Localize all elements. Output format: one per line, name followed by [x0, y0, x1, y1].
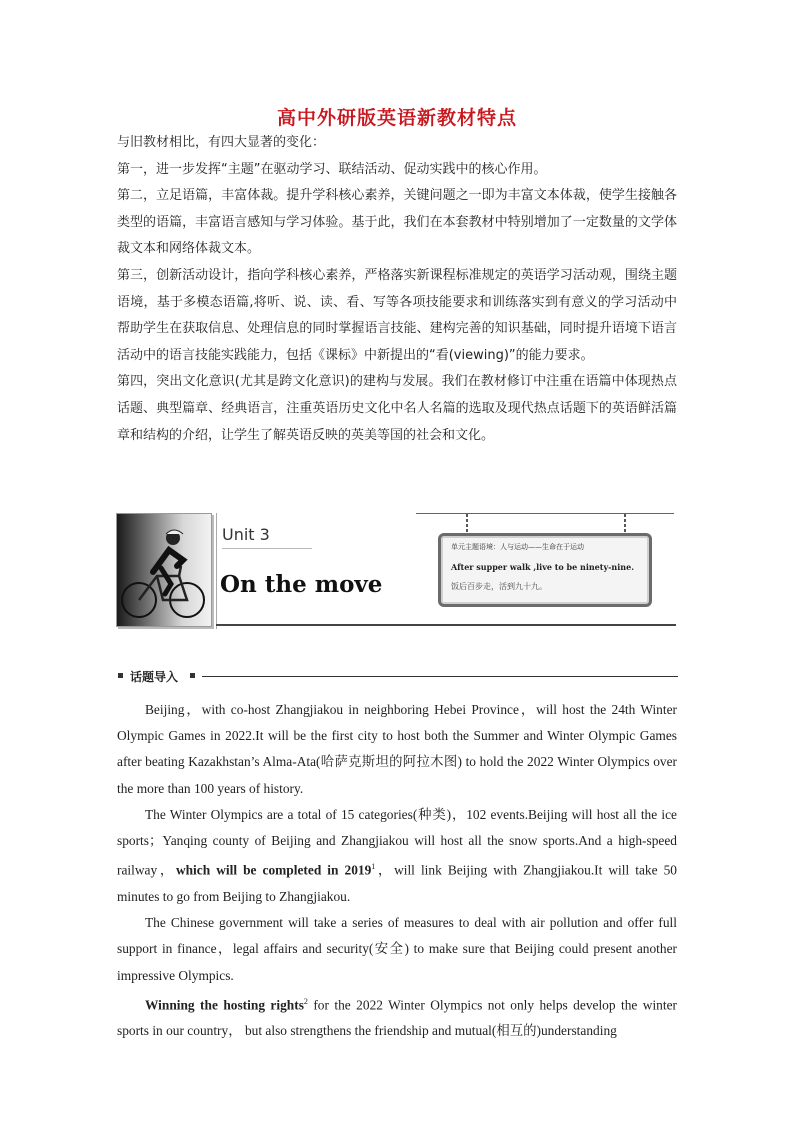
- passage-text: The Winter Olympics are a total of 15 categories(种类)，102 events.Beijing will host all the ice sports；Yanqing county of Beijing and Zhangjiakou will host all the snow sports.And a high-speed railway，: [117, 806, 677, 878]
- divider: [216, 513, 217, 629]
- passage-text: for the 2022 Winter Olympics not only helps develop the winter sports in our country， but also strengthens the friendship and mutual(相互的)understanding: [117, 997, 677, 1039]
- section-label: 话题导入: [130, 670, 179, 684]
- motto-sign: [438, 533, 652, 607]
- intro-text: [117, 130, 677, 449]
- cn-paragraph: 与旧教材相比，有四大显著的变化：: [117, 135, 326, 150]
- passage-paragraph: [117, 989, 677, 1045]
- sign-theme: 单元主题语境：人与运动——生命在于运动: [451, 543, 584, 551]
- square-bullet-icon: [118, 673, 123, 678]
- sign-proverb-en: After supper walk ,live to be ninety-nine.: [451, 562, 634, 572]
- reading-passage: [117, 697, 677, 1045]
- cyclist-photo: [116, 513, 212, 627]
- cyclist-icon: [117, 514, 211, 626]
- section-header: [116, 668, 678, 684]
- divider: [222, 548, 312, 549]
- page-title: 高中外研版英语新教材特点: [276, 107, 517, 129]
- cn-paragraph: 第一，进一步发挥“主题”在驱动学习、联结活动、促动实践中的核心作用。: [117, 161, 547, 177]
- divider: [216, 624, 676, 626]
- bold-phrase: Winning the hosting rights: [145, 997, 304, 1013]
- unit-label: Unit 3: [222, 525, 270, 544]
- passage-paragraph: Beijing，with co-host Zhangjiakou in neighboring Hebei Province，will host the 24th Winter Olympic Games in 2022.It will be the first city to host both the Summer and Winter Olympic Games after beating Kazakhstan’s Alma-Ata(哈萨克斯坦的阿拉木图) to hold the 2022 Winter Olympics over the more than 100 years of history.: [117, 702, 677, 796]
- cn-paragraph: 第四，突出文化意识(尤其是跨文化意识)的建构与发展。我们在教材修订中注重在语篇中体现热点话题、典型篇章、经典语言，注重英语历史文化中名人名篇的选取及现代热点话题下的英语鲜活篇章和结构的介绍，让学生了解英语反映的英美等国的社会和文化。: [117, 374, 677, 443]
- chain-icon: [624, 514, 626, 534]
- cn-paragraph: 第二，立足语篇，丰富体裁。提升学科核心素养，关键问题之一即为丰富文本体裁，使学生接触各类型的语篇，丰富语言感知与学习体验。基于此，我们在本套教材中特别增加了一定数量的文学体裁文本和网络体裁文本。: [117, 188, 677, 257]
- divider: [202, 676, 678, 677]
- passage-text: ，will link Beijing with Zhangjiakou.It will take 50 minutes to go from Beijing to Zhangjiakou.: [117, 862, 677, 904]
- bold-phrase: which will be completed in 2019: [175, 862, 372, 878]
- sign-bar: [416, 513, 674, 514]
- cn-paragraph: 第三，创新活动设计，指向学科核心素养，严格落实新课程标准规定的英语学习活动观，围绕主题语境，基于多模态语篇,将听、说、读、看、写等各项技能要求和训练落实到有意义的学习活动中帮助学生在获取信息、处理信息的同时掌握语言技能、建构完善的知识基础，同时提升语境下语言活动中的语言技能实践能力，包括《课标》中新提出的“看(viewing)”的能力要求。: [117, 267, 677, 363]
- unit-title: On the move: [220, 571, 383, 598]
- chain-icon: [466, 514, 468, 534]
- passage-paragraph: [117, 802, 677, 910]
- square-bullet-icon: [190, 673, 195, 678]
- sign-proverb-cn: 饭后百步走，活到九十九。: [451, 582, 547, 591]
- footnote-marker: 1: [371, 862, 376, 872]
- footnote-marker: 2: [303, 996, 308, 1006]
- passage-paragraph: The Chinese government will take a series of measures to deal with air pollution and offer full support in finance，legal affairs and security(安全) to make sure that Beijing could present another impressive Olympics.: [117, 915, 677, 983]
- unit-banner: [116, 505, 676, 629]
